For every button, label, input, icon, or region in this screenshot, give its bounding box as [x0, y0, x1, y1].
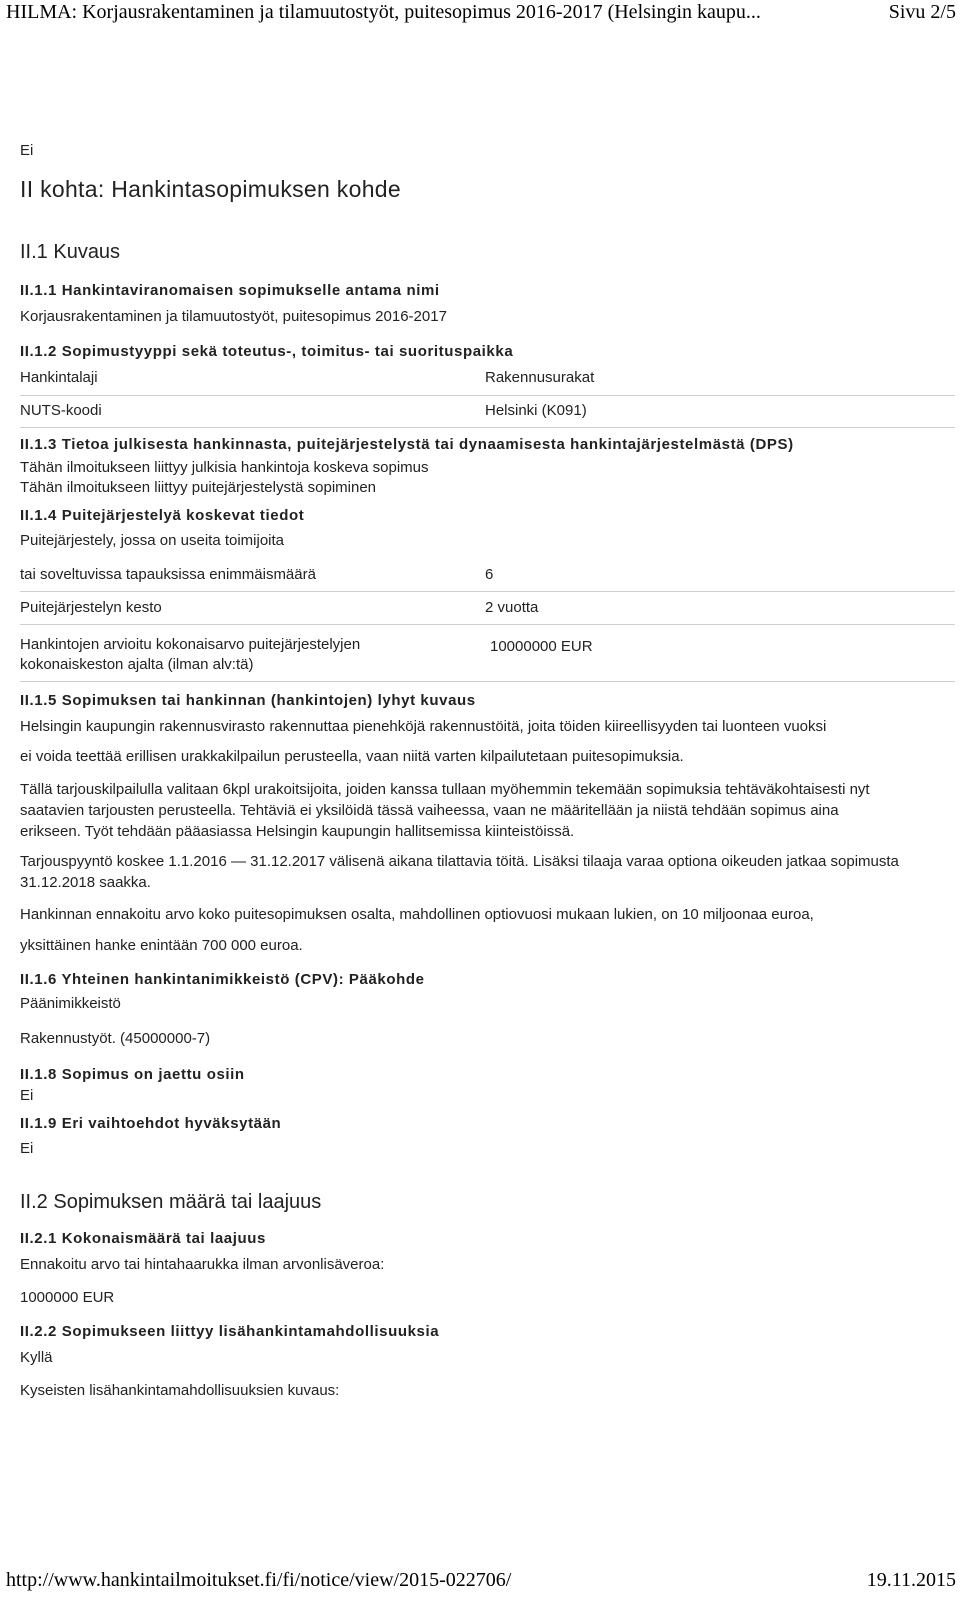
subsection-title: II.1 Kuvaus — [20, 241, 121, 263]
description-p4-line-1: Hankinnan ennakoitu arvo koko puitesopimuksen osalta, mahdollinen optiovuosi mukaan lukien, on 10 miljoonaa euroa, — [20, 906, 814, 923]
max-count-label: tai soveltuvissa tapauksissa enimmäismäärä — [20, 566, 316, 583]
document-title: HILMA: Korjausrakentaminen ja tilamuutostyöt, puitesopimus 2016-2017 (Helsingin kaupu... — [6, 1, 761, 23]
row-divider — [20, 681, 955, 682]
dps-info-line-1: Tähän ilmoitukseen liittyy julkisia hankintoja koskeva sopimus — [20, 459, 429, 476]
cpv-value: Rakennustyöt. (45000000-7) — [20, 1030, 211, 1047]
description-p1-line-2: ei voida teettää erillisen urakkakilpailun perusteella, vaan niitä varten kilpailutetaan puitesopimuksia. — [20, 748, 684, 765]
heading-ii-1-4: II.1.4 Puitejärjestelyä koskevat tiedot — [20, 507, 305, 524]
description-p3-line-1: Tarjouspyyntö koskee 1.1.2016 — 31.12.2017 välisenä aikana tilattavia töitä. Lisäksi tilaaja varaa optiona oikeuden jatkaa sopimusta — [20, 853, 899, 870]
previous-section-value: Ei — [20, 142, 34, 159]
contract-type-label: Hankintalaji — [20, 369, 98, 386]
description-p2-line-2: saatavien tarjousten perusteella. Tehtäviä ei yksilöidä tässä vaiheessa, vaan ne määritellään ja niistä tehdään sopimus aina — [20, 802, 839, 819]
description-p2-line-1: Tällä tarjouskilpailulla valitaan 6kpl urakoitsijoita, joiden kanssa tullaan myöhemmin tekemään sopimuksia tehtäväkohtaisesti nyt — [20, 781, 870, 798]
row-divider — [20, 591, 955, 592]
estimated-value-label-line-2: kokonaiskeston ajalta (ilman alv:tä) — [20, 656, 254, 673]
contract-name-value: Korjausrakentaminen ja tilamuutostyöt, puitesopimus 2016-2017 — [20, 308, 447, 325]
options-value: Kyllä — [20, 1349, 53, 1366]
row-divider — [20, 395, 955, 396]
heading-ii-1-9: II.1.9 Eri vaihtoehdot hyväksytään — [20, 1115, 282, 1132]
description-p1-line-1: Helsingin kaupungin rakennusvirasto rakennuttaa pienehköjä rakennustöitä, joita töiden kiireellisyyden tai luonteen vuoksi — [20, 718, 827, 735]
heading-ii-1-5: II.1.5 Sopimuksen tai hankinnan (hankintojen) lyhyt kuvaus — [20, 692, 476, 709]
estimated-total-value: 1000000 EUR — [20, 1289, 115, 1306]
description-p3-line-2: 31.12.2018 saakka. — [20, 874, 151, 891]
nuts-code-label: NUTS-koodi — [20, 402, 102, 419]
variants-value: Ei — [20, 1140, 34, 1157]
heading-ii-2-1: II.2.1 Kokonaismäärä tai laajuus — [20, 1230, 266, 1247]
heading-ii-1-6: II.1.6 Yhteinen hankintanimikkeistö (CPV): Pääkohde — [20, 971, 425, 988]
nuts-code-value: Helsinki (K091) — [485, 402, 587, 419]
heading-ii-1-8: II.1.8 Sopimus on jaettu osiin — [20, 1066, 245, 1083]
heading-ii-1-3: II.1.3 Tietoa julkisesta hankinnasta, puitejärjestelystä tai dynaamisesta hankintajärjestelmästä (DPS) — [20, 436, 794, 453]
row-divider — [20, 624, 955, 625]
heading-ii-1-2: II.1.2 Sopimustyyppi sekä toteutus-, toimitus- tai suorituspaikka — [20, 343, 514, 360]
options-description-label: Kyseisten lisähankintamahdollisuuksien kuvaus: — [20, 1382, 340, 1399]
estimated-total-label: Ennakoitu arvo tai hintahaarukka ilman arvonlisäveroa: — [20, 1256, 385, 1273]
framework-type: Puitejärjestely, jossa on useita toimijoita — [20, 532, 285, 549]
section-title: II kohta: Hankintasopimuksen kohde — [20, 176, 401, 202]
estimated-value: 10000000 EUR — [490, 638, 593, 655]
description-p2-line-3: erikseen. Työt tehdään pääasiassa Helsingin kaupungin hallitsemissa kiinteistöissä. — [20, 823, 575, 840]
framework-duration-label: Puitejärjestelyn kesto — [20, 599, 162, 616]
subsection-title-ii-2: II.2 Sopimuksen määrä tai laajuus — [20, 1191, 322, 1213]
cpv-label: Päänimikkeistö — [20, 995, 121, 1012]
print-date: 19.11.2015 — [866, 1569, 956, 1591]
dps-info-line-2: Tähän ilmoitukseen liittyy puitejärjestelystä sopiminen — [20, 479, 377, 496]
heading-ii-1-1: II.1.1 Hankintaviranomaisen sopimukselle antama nimi — [20, 282, 440, 299]
heading-ii-2-2: II.2.2 Sopimukseen liittyy lisähankintamahdollisuuksia — [20, 1323, 440, 1340]
contract-type-value: Rakennusurakat — [485, 369, 595, 386]
framework-duration-value: 2 vuotta — [485, 599, 539, 616]
page-number: Sivu 2/5 — [881, 0, 956, 24]
row-divider — [20, 427, 955, 428]
print-header — [6, 0, 956, 24]
source-url[interactable]: http://www.hankintailmoitukset.fi/fi/notice/view/2015-022706/ — [6, 1569, 512, 1591]
lots-value: Ei — [20, 1087, 34, 1104]
description-p4-line-2: yksittäinen hanke enintään 700 000 euroa. — [20, 937, 303, 954]
max-count-value: 6 — [485, 566, 494, 583]
print-footer — [6, 1568, 956, 1592]
estimated-value-label-line-1: Hankintojen arvioitu kokonaisarvo puitejärjestelyjen — [20, 636, 361, 653]
